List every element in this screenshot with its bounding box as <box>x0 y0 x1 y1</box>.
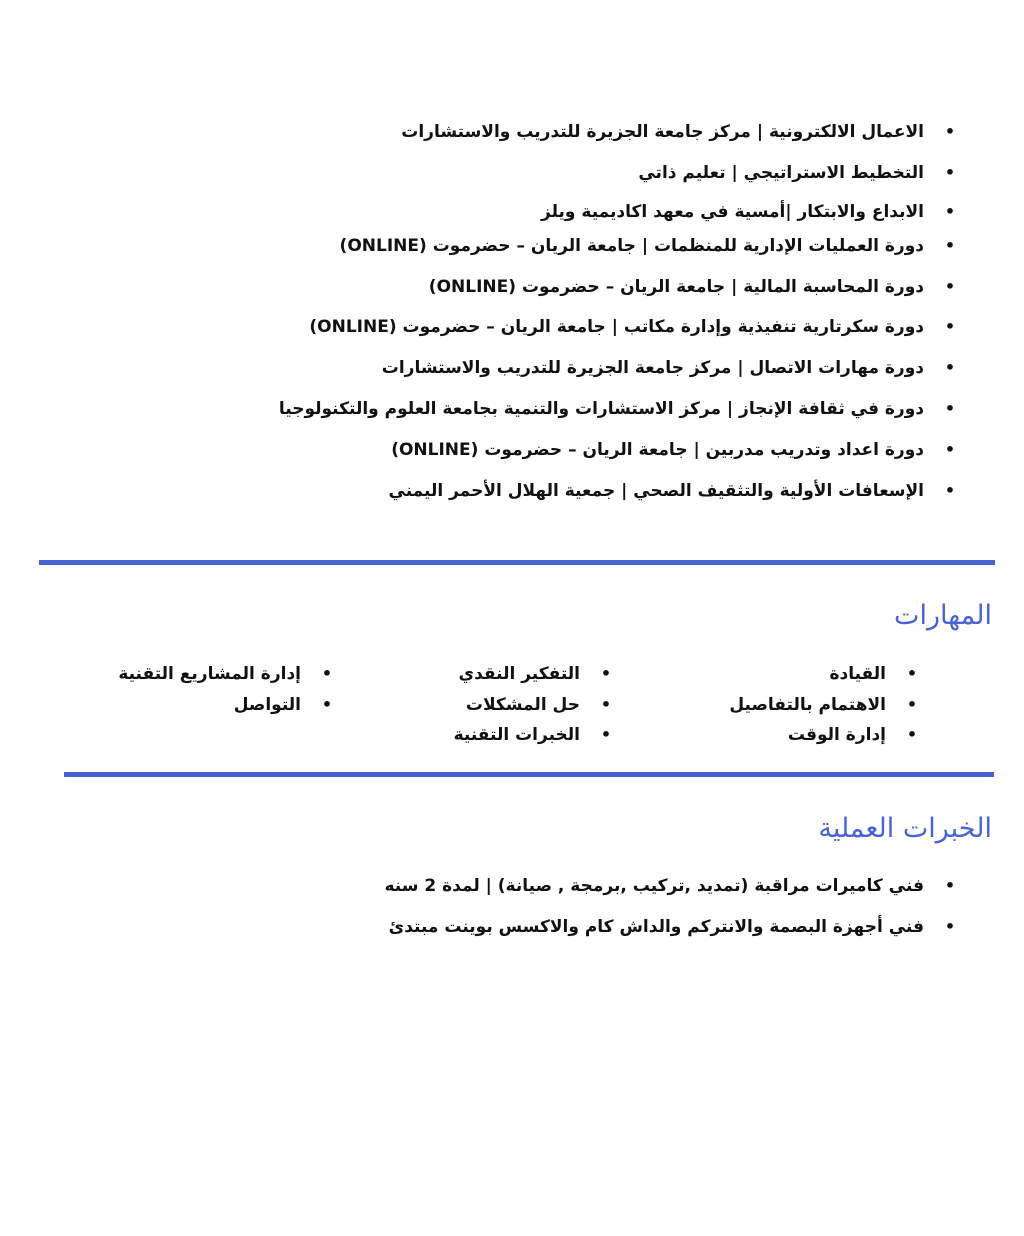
list-item <box>242 315 962 339</box>
bullet-icon: • <box>600 664 612 683</box>
list-item <box>242 234 962 258</box>
bullet-icon: • <box>906 725 918 744</box>
skill-item: • الاهتمام بالتفاصيل <box>729 693 924 717</box>
skill-item: • التواصل <box>234 693 339 717</box>
course-text: دورة اعداد وتدريب مدربين | جامعة الريان – حضرموت (ONLINE) <box>391 440 924 460</box>
bullet-icon: • <box>944 876 956 895</box>
bullet-icon: • <box>944 122 956 141</box>
bullet-icon: • <box>944 399 956 418</box>
list-item <box>242 915 962 939</box>
experience-text: فني أجهزة البصمة والانتركم والداش كام والاكسس بوينت مبتدئ <box>388 917 924 937</box>
experience-text: فني كاميرات مراقبة (تمديد ,تركيب ,برمجة , صيانة) | لمدة 2 سنه <box>384 876 924 896</box>
list-item <box>242 161 962 185</box>
bullet-icon: • <box>944 481 956 500</box>
bullet-icon: • <box>944 358 956 377</box>
skill-item: • التفكير النقدي <box>459 662 619 686</box>
experience-heading: الخبرات العملية <box>818 813 992 844</box>
skill-item: • إدارة المشاريع التقنية <box>118 662 339 686</box>
bullet-icon: • <box>321 664 333 683</box>
course-text: الاعمال الالكترونية | مركز جامعة الجزيرة للتدريب والاستشارات <box>401 122 924 142</box>
bullet-icon: • <box>906 664 918 683</box>
experience-list <box>242 874 962 939</box>
list-item <box>242 438 962 462</box>
bullet-icon: • <box>321 695 333 714</box>
bullet-icon: • <box>600 695 612 714</box>
course-text: الإسعافات الأولية والتثقيف الصحي | جمعية الهلال الأحمر اليمني <box>388 481 924 501</box>
course-text: دورة سكرتارية تنفيذية وإدارة مكاتب | جامعة الريان – حضرموت (ONLINE) <box>309 317 924 337</box>
list-item <box>242 397 962 421</box>
course-text: دورة في ثقافة الإنجاز | مركز الاستشارات والتنمية بجامعة العلوم والتكنولوجيا <box>278 399 924 419</box>
bullet-icon: • <box>906 695 918 714</box>
bullet-icon: • <box>944 440 956 459</box>
list-item <box>242 356 962 380</box>
section-divider <box>39 560 995 565</box>
list-item <box>242 874 962 898</box>
bullet-icon: • <box>600 725 612 744</box>
list-item <box>242 120 962 144</box>
bullet-icon: • <box>944 277 956 296</box>
skill-item: • حل المشكلات <box>466 693 618 717</box>
list-item <box>242 200 962 224</box>
section-divider <box>64 772 994 777</box>
course-text: دورة مهارات الاتصال | مركز جامعة الجزيرة للتدريب والاستشارات <box>381 358 924 378</box>
skills-heading: المهارات <box>894 600 992 631</box>
bullet-icon: • <box>944 202 956 221</box>
course-text: الابداع والابتكار |أمسية في معهد اكاديمية ويلز <box>541 202 924 222</box>
list-item <box>242 275 962 299</box>
skill-item: • القيادة <box>829 662 924 686</box>
bullet-icon: • <box>944 163 956 182</box>
course-text: دورة المحاسبة المالية | جامعة الريان – حضرموت (ONLINE) <box>428 277 924 297</box>
courses-list <box>242 120 962 503</box>
course-text: التخطيط الاستراتيجي | تعليم ذاتي <box>638 163 924 183</box>
bullet-icon: • <box>944 236 956 255</box>
course-text: دورة العمليات الإدارية للمنظمات | جامعة الريان – حضرموت (ONLINE) <box>339 236 924 256</box>
bullet-icon: • <box>944 317 956 336</box>
list-item <box>242 479 962 503</box>
bullet-icon: • <box>944 917 956 936</box>
skill-item: • إدارة الوقت <box>788 723 924 747</box>
skill-item: • الخبرات التقنية <box>454 723 618 747</box>
